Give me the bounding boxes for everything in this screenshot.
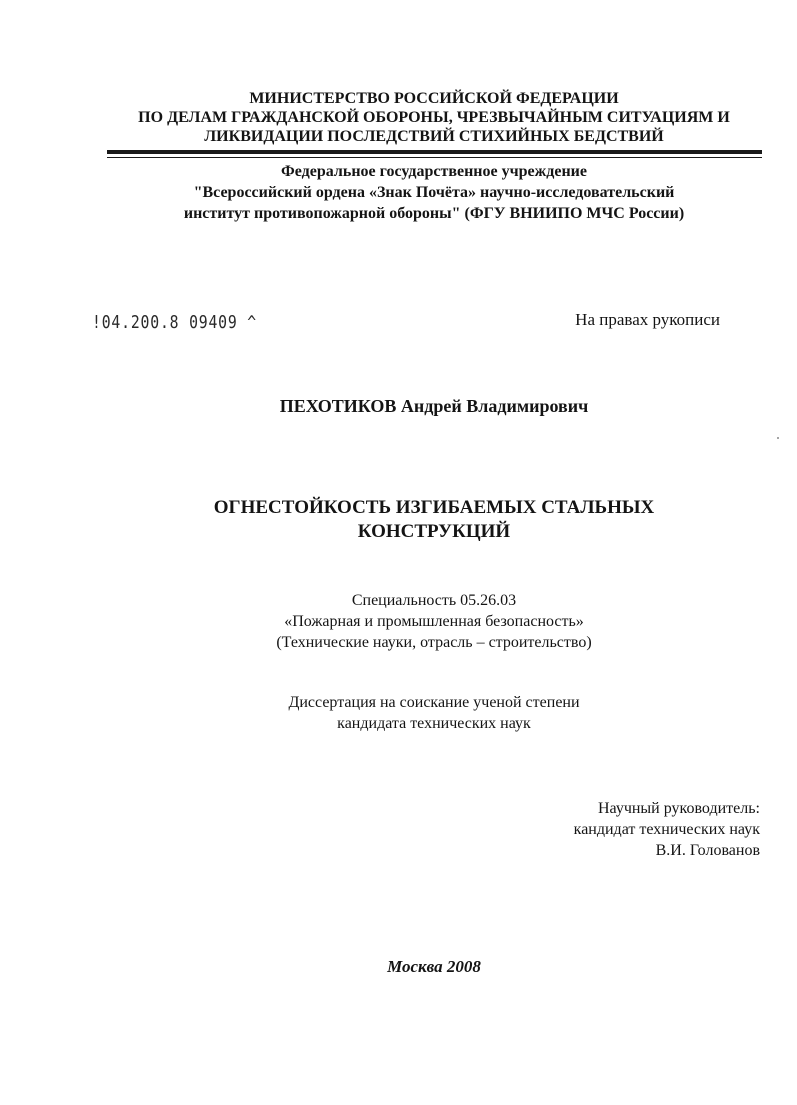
title-line-1: ОГНЕСТОЙКОСТЬ ИЗГИБАЕМЫХ СТАЛЬНЫХ	[213, 497, 655, 518]
degree-line-1: Диссертация на соискание ученой степени	[288, 694, 580, 711]
ministry-line-1: МИНИСТЕРСТВО РОССИЙСКОЙ ФЕДЕРАЦИИ	[249, 90, 619, 107]
specialty-line-1: Специальность 05.26.03	[351, 592, 517, 609]
specialty-line-2: «Пожарная и промышленная безопасность»	[284, 613, 584, 630]
institution-line-1: Федеральное государственное учреждение	[281, 163, 587, 180]
registration-stamp: !04.200.8 09409 ^	[92, 312, 258, 333]
specialty-line-3: (Технические науки, отрасль – строительство)	[276, 634, 592, 651]
specialty-block	[100, 590, 768, 653]
manuscript-rights-note: На правах рукописи	[575, 310, 720, 329]
supervisor-label: Научный руководитель:	[597, 800, 760, 817]
header-divider-thick	[107, 150, 762, 154]
supervisor-name: В.И. Голованов	[655, 842, 760, 859]
author-name: ПЕХОТИКОВ Андрей Владимирович	[279, 396, 589, 416]
city-year: Москва 2008	[387, 957, 481, 976]
degree-line-2: кандидата технических наук	[337, 715, 531, 732]
dissertation-title	[100, 496, 768, 544]
institution-line-3: институт противопожарной обороны" (ФГУ ВНИИПО МЧС России)	[183, 205, 685, 222]
institution-line-2: "Всероссийский ордена «Знак Почёта» научно-исследовательский	[193, 184, 675, 201]
header-divider-thin	[107, 157, 762, 158]
title-line-2: КОНСТРУКЦИЙ	[357, 521, 511, 542]
supervisor-block	[460, 798, 760, 861]
supervisor-degree: кандидат технических наук	[573, 821, 760, 838]
ministry-line-2: ПО ДЕЛАМ ГРАЖДАНСКОЙ ОБОРОНЫ, ЧРЕЗВЫЧАЙНЫМ СИТУАЦИЯМ И	[138, 109, 730, 126]
institution-header	[80, 161, 788, 224]
scan-speck	[777, 437, 779, 439]
ministry-line-3: ЛИКВИДАЦИИ ПОСЛЕДСТВИЙ СТИХИЙНЫХ БЕДСТВИЙ	[204, 128, 664, 145]
ministry-header	[100, 89, 768, 146]
degree-statement	[100, 692, 768, 734]
